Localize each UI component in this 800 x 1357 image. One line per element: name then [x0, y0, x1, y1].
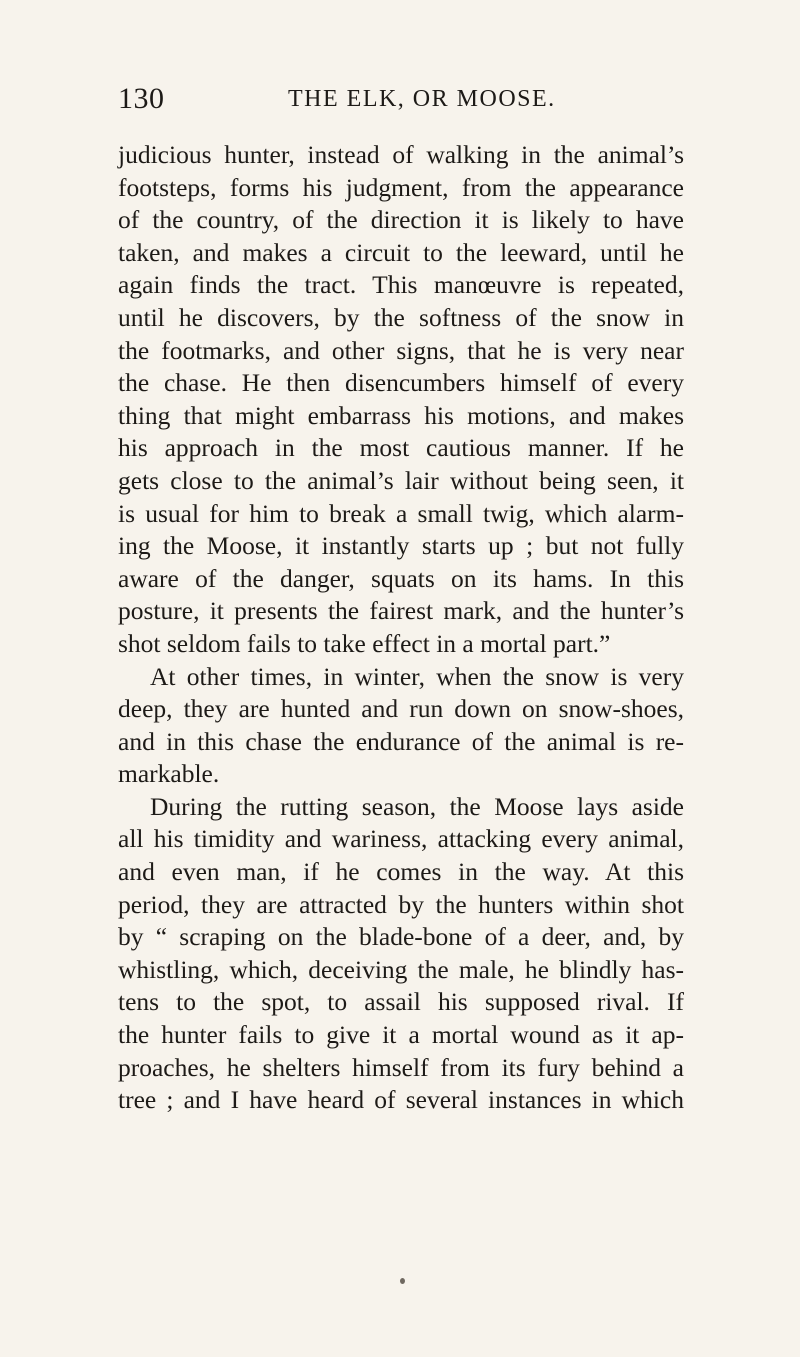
text-line: period, they are attracted by the hunters within shot: [118, 889, 684, 919]
page-header: [118, 82, 684, 122]
text-line: judicious hunter, instead of walking in the animal’s: [118, 140, 684, 169]
body-text: [118, 139, 684, 1117]
text-line: During the rutting season, the Moose lays aside: [150, 791, 684, 821]
text-line: tens to the spot, to assail his supposed rival. If: [118, 987, 684, 1017]
text-line: shot seldom fails to take effect in a mortal part.”: [118, 628, 611, 658]
text-line: ing the Moose, it instantly starts up ; but not fully: [118, 531, 684, 561]
text-line: deep, they are hunted and run down on snow-shoes,: [118, 694, 684, 724]
text-line: until he discovers, by the softness of the snow in: [118, 302, 684, 332]
text-line: thing that might embarrass his motions, and makes: [118, 400, 684, 430]
paper-speck: [400, 1278, 405, 1284]
text-line: gets close to the animal’s lair without being seen, it: [118, 465, 684, 495]
text-line: the chase. He then disencumbers himself of every: [118, 368, 684, 398]
text-line: the footmarks, and other signs, that he is very near: [118, 335, 684, 365]
running-head: THE ELK, OR MOOSE.: [288, 86, 556, 112]
text-line: again finds the tract. This manœuvre is repeated,: [118, 270, 684, 300]
text-line: by “ scraping on the blade-bone of a deer, and, by: [118, 922, 684, 952]
text-line: and even man, if he comes in the way. At this: [118, 857, 684, 887]
text-line: markable.: [118, 759, 220, 789]
text-line: whistling, which, deceiving the male, he blindly has-: [118, 954, 684, 984]
text-line: aware of the danger, squats on its hams. In this: [118, 563, 684, 593]
text-line: of the country, of the direction it is likely to have: [118, 205, 684, 235]
text-line: At other times, in winter, when the snow is very: [150, 661, 684, 691]
text-line: is usual for him to break a small twig, which alarm-: [118, 498, 684, 528]
text-line: taken, and makes a circuit to the leeward, until he: [118, 237, 684, 267]
text-line: tree ; and I have heard of several instances in which: [118, 1085, 684, 1115]
text-line: and in this chase the endurance of the animal is re-: [118, 726, 684, 756]
text-line: the hunter fails to give it a mortal wound as it ap-: [118, 1020, 684, 1050]
page-number: 130: [118, 82, 165, 115]
text-line: all his timidity and wariness, attacking every animal,: [118, 824, 684, 854]
text-line: his approach in the most cautious manner. If he: [118, 433, 684, 463]
text-line: proaches, he shelters himself from its fury behind a: [118, 1052, 684, 1082]
text-line: posture, it presents the fairest mark, and the hunter’s: [118, 596, 684, 626]
text-line: footsteps, forms his judgment, from the appearance: [118, 172, 684, 202]
